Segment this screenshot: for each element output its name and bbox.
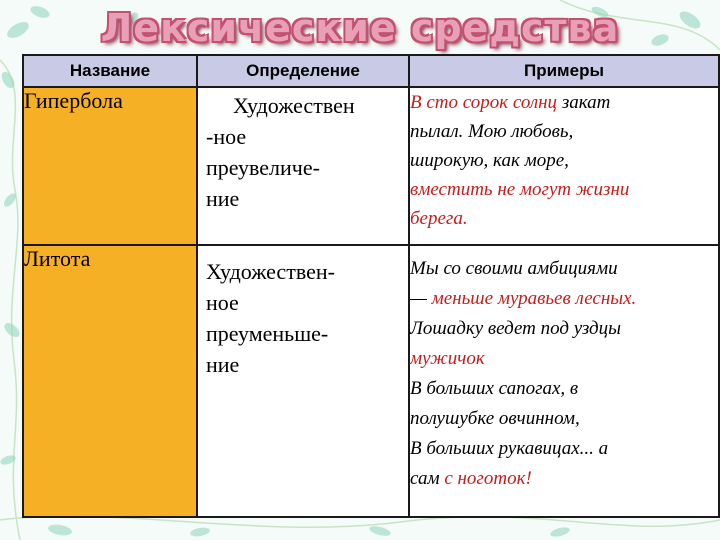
example-line <box>410 464 718 494</box>
definition-line: ние <box>206 186 240 211</box>
term-name: Литота <box>23 245 197 517</box>
highlighted-phrase: В сто сорок солнц <box>410 92 558 113</box>
example-line <box>410 175 718 204</box>
highlighted-phrase: мужичок <box>410 348 485 369</box>
example-line <box>410 374 718 404</box>
header-definition: Определение <box>197 55 409 87</box>
example-line <box>410 204 718 233</box>
header-examples: Примеры <box>409 55 719 87</box>
examples-text <box>410 246 718 494</box>
example-text: широкую, как море, <box>410 150 569 171</box>
definition-line: -ное <box>206 124 247 149</box>
example-line <box>410 344 718 374</box>
definition-line: ное <box>206 290 239 315</box>
page-title: Лексические средства <box>100 6 620 50</box>
highlighted-phrase: с ноготок! <box>444 468 532 489</box>
definition-line: Художествен <box>233 93 355 118</box>
example-line <box>410 404 718 434</box>
definition-line: преувеличе- <box>206 155 320 180</box>
header-name: Название <box>23 55 197 87</box>
term-name: Гипербола <box>23 87 197 245</box>
definition-line: Художествен- <box>206 259 335 284</box>
highlighted-phrase: меньше муравьев лесных. <box>431 288 637 309</box>
example-line <box>410 254 718 284</box>
example-line <box>410 146 718 175</box>
table-header-row <box>23 55 719 87</box>
example-text: закат <box>557 92 611 113</box>
lexical-devices-table <box>22 54 720 518</box>
term-definition <box>198 88 408 214</box>
table-row-hyperbole <box>23 87 719 245</box>
example-line <box>410 434 718 464</box>
example-line <box>410 117 718 146</box>
highlighted-phrase: вместить не могут жизни <box>410 179 630 200</box>
example-line <box>410 314 718 344</box>
example-text: полушубке овчинном, <box>410 408 580 429</box>
example-text: — <box>410 288 432 309</box>
example-text: пылал. Мою любовь, <box>410 121 574 142</box>
example-text: В больших сапогах, в <box>410 378 579 399</box>
table-row-litotes <box>23 245 719 517</box>
example-line <box>410 284 718 314</box>
example-text: Лошадку ведет под уздцы <box>410 318 622 339</box>
definition-line: ние <box>206 352 240 377</box>
example-line <box>410 88 718 117</box>
example-text: сам <box>410 468 445 489</box>
term-definition <box>198 246 408 380</box>
highlighted-phrase: берега. <box>410 208 468 229</box>
examples-text <box>410 88 718 233</box>
definition-line: преуменьше- <box>206 321 329 346</box>
example-text: В больших рукавицах... а <box>410 438 609 459</box>
example-text: Мы со своими амбициями <box>410 258 618 279</box>
